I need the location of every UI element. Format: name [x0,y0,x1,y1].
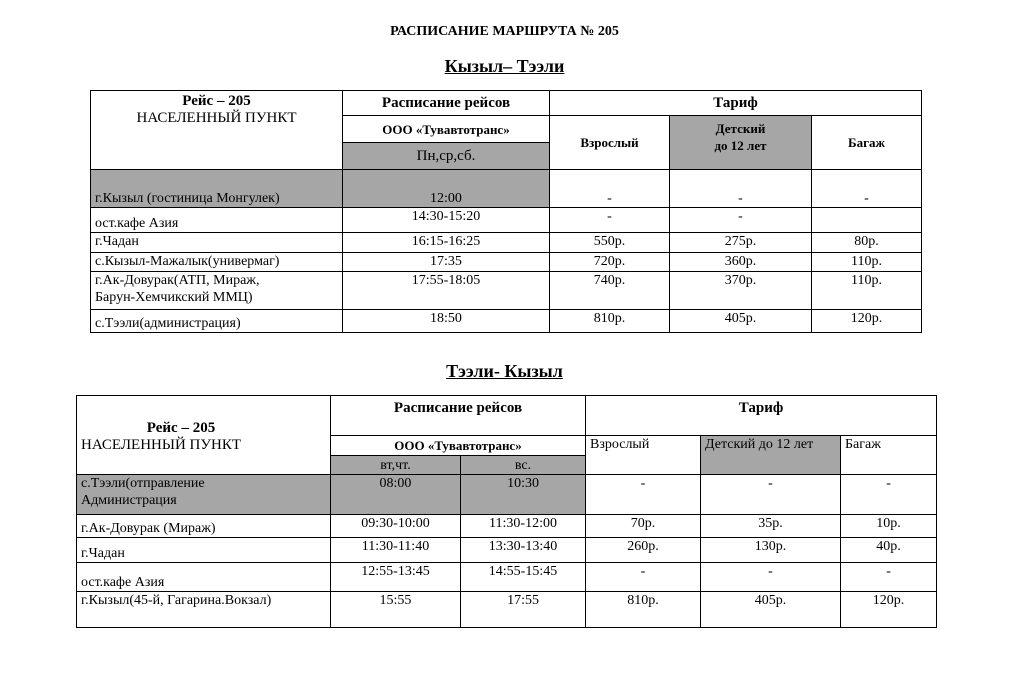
route2-place: г.Кызыл(45-й, Гагарина.Вокзал) [77,592,331,628]
route2-baggage: - [841,475,937,515]
route2-baggage-header: Багаж [841,436,937,475]
route2-place: г.Ак-Довурак (Мираж) [77,515,331,538]
route2-baggage: 40р. [841,538,937,563]
route2-time1: 15:55 [331,592,461,628]
table-row [91,310,922,333]
route1-adult: - [550,208,670,233]
route2-schedule-header: Расписание рейсов [331,396,586,436]
route1-place: ост.кафе Азия [91,208,343,233]
route2-time2: 17:55 [461,592,586,628]
table-row [91,253,922,272]
route1-time: 17:55-18:05 [343,272,550,310]
route1-settlement-header [91,91,343,170]
table-row [91,208,922,233]
table-row [77,592,937,628]
route1-adult: - [550,170,670,208]
route1-place: с.Кызыл-Мажалык(универмаг) [91,253,343,272]
route2-child: 35р. [701,515,841,538]
route1-baggage: 120р. [812,310,922,333]
route1-baggage: 110р. [812,272,922,310]
route2-flight-label: Рейс – 205 [146,420,216,436]
route1-child: - [670,208,812,233]
page-title: РАСПИСАНИЕ МАРШРУТА № 205 [390,24,619,39]
route1-place-line1: г.Ак-Довурак(АТП, Мираж, [95,273,260,288]
route2-time2: 14:55-15:45 [461,563,586,592]
route1-flight-label: Рейс – 205 [182,93,251,109]
route1-baggage: 80р. [812,233,922,253]
route1-child-line1: Детский [715,121,766,136]
route1-place [91,272,343,310]
route1-child: 360р. [670,253,812,272]
route1-title: Кызыл– Тээли [444,56,565,76]
route2-child: 405р. [701,592,841,628]
table-row [77,538,937,563]
route2-place: ост.кафе Азия [77,563,331,592]
route2-child-header: Детский до 12 лет [701,436,841,475]
route1-operator: ООО «Тувавтотранс» [343,116,550,143]
route1-time: 18:50 [343,310,550,333]
route2-table [76,395,937,628]
route2-place [77,475,331,515]
route1-child-line2: до 12 лет [714,138,767,153]
route2-time1: 11:30-11:40 [331,538,461,563]
table-row [77,563,937,592]
route2-title: Тээли- Кызыл [446,361,563,381]
route1-child: - [670,170,812,208]
route1-settlement-label: НАСЕЛЕННЫЙ ПУНКТ [136,110,297,126]
table-row [91,233,922,253]
route1-time: 17:35 [343,253,550,272]
route2-child: - [701,563,841,592]
route1-adult: 720р. [550,253,670,272]
table-row [77,515,937,538]
route1-child: 275р. [670,233,812,253]
route2-baggage: 10р. [841,515,937,538]
table-row [77,475,937,515]
route1-time: 12:00 [343,170,550,208]
route1-baggage [812,208,922,233]
route2-settlement-header [77,396,331,475]
route1-place: г.Чадан [91,233,343,253]
route2-place-line1: с.Тээли(отправление [81,476,205,491]
route1-baggage: - [812,170,922,208]
route2-adult: - [586,563,701,592]
route2-time2: 11:30-12:00 [461,515,586,538]
route1-place: с.Тээли(администрация) [91,310,343,333]
route1-child: 405р. [670,310,812,333]
route2-adult: - [586,475,701,515]
route2-time1: 09:30-10:00 [331,515,461,538]
route1-place: г.Кызыл (гостиница Монгулек) [91,170,343,208]
route1-baggage: 110р. [812,253,922,272]
route1-child: 370р. [670,272,812,310]
route1-adult-header: Взрослый [550,116,670,170]
route1-adult: 810р. [550,310,670,333]
route2-time2: 13:30-13:40 [461,538,586,563]
route1-child-header [670,116,812,170]
route1-adult: 740р. [550,272,670,310]
route2-settlement-label: НАСЕЛЕННЫЙ ПУНКТ [81,437,242,453]
route2-place-line2: Администрация [81,493,177,508]
route1-tariff-header: Тариф [550,91,922,116]
route2-adult: 70р. [586,515,701,538]
table-row [91,170,922,208]
route2-time2: 10:30 [461,475,586,515]
route2-adult: 260р. [586,538,701,563]
route2-child: 130р. [701,538,841,563]
table-row [91,272,922,310]
route2-baggage: - [841,563,937,592]
route2-days1: вт,чт. [331,456,461,475]
route2-child: - [701,475,841,515]
route2-adult: 810р. [586,592,701,628]
route2-place: г.Чадан [77,538,331,563]
route2-tariff-header: Тариф [586,396,937,436]
route2-days2: вс. [461,456,586,475]
route1-table [90,90,922,333]
route1-schedule-header: Расписание рейсов [343,91,550,116]
route2-operator: ООО «Тувавтотранс» [331,436,586,456]
route2-baggage: 120р. [841,592,937,628]
route1-place-line2: Барун-Хемчикский ММЦ) [95,290,253,305]
route2-time1: 08:00 [331,475,461,515]
route2-time1: 12:55-13:45 [331,563,461,592]
route2-adult-header: Взрослый [586,436,701,475]
route1-adult: 550р. [550,233,670,253]
route1-baggage-header: Багаж [812,116,922,170]
route1-time: 16:15-16:25 [343,233,550,253]
route1-time: 14:30-15:20 [343,208,550,233]
route1-days: Пн,ср,сб. [343,143,550,170]
